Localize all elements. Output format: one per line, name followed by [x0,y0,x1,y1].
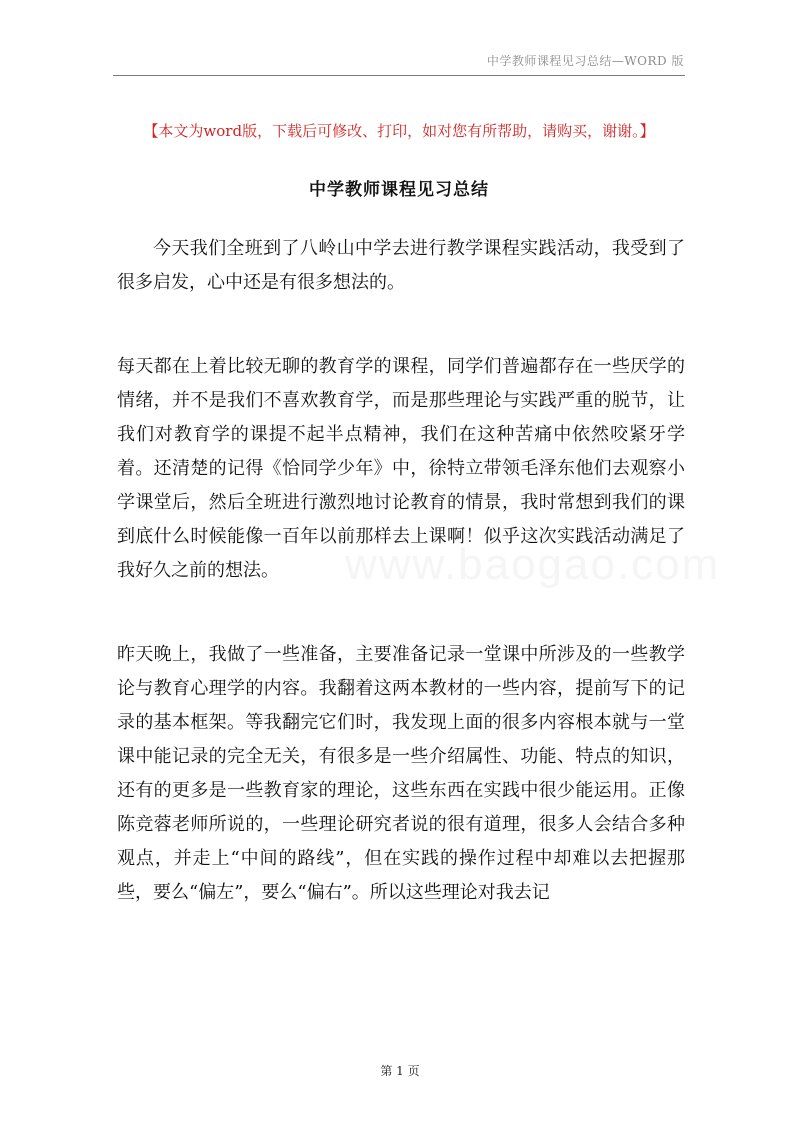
page-number: 第 1 页 [380,1064,420,1078]
watermark: www.baogao.com [345,540,721,589]
paragraph-3: 昨天晚上，我做了一些准备，主要准备记录一堂课中所涉及的一些教学论与教育心理学的内容。我翻着这两本教材的一些内容，提前写下的记录的基本框架。等我翻完它们时，我发现上面的很多内容根本就与一堂课中能记录的完全无关，有很多是一些介绍属性、功能、特点的知识，还有的更多是一些教育家的理论，这些东西在实践中很少能运用。正像陈竞蓉老师所说的，一些理论研究者说的很有道理，很多人会结合多种观点，并走上“中间的路线”，但在实践的操作过程中却难以去把握那些，要么“偏左”，要么“偏右”。所以这些理论对我去记 [117,644,685,903]
paragraph-2: 每天都在上着比较无聊的教育学的课程，同学们普遍都存在一些厌学的情绪，并不是我们不喜欢教育学，而是那些理论与实践严重的脱节，让我们对教育学的课提不起半点精神，我们在这种苦痛中依然咬紧牙学着。还清楚的记得《恰同学少年》中，徐特立带领毛泽东他们去观察小学课堂后，然后全班进行激烈地讨论教育的情景，我时常想到我们的课到底什么时候能像一百年以前那样去上课啊！似乎这次实践活动满足了我好久之前的想法。 [117,356,685,581]
document-title: 中学教师课程见习总结 [309,180,489,200]
running-header-title: 中学教师课程见习总结—WORD 版 [486,54,684,68]
paragraph-1: 今天我们全班到了八岭山中学去进行教学课程实践活动，我受到了很多启发，心中还是有很多想法的。 [117,238,685,293]
download-notice: 【本文为word版，下载后可修改、打印，如对您有所帮助，请购买，谢谢。】 [143,122,655,140]
header-divider [113,75,685,76]
document-body [117,232,685,960]
